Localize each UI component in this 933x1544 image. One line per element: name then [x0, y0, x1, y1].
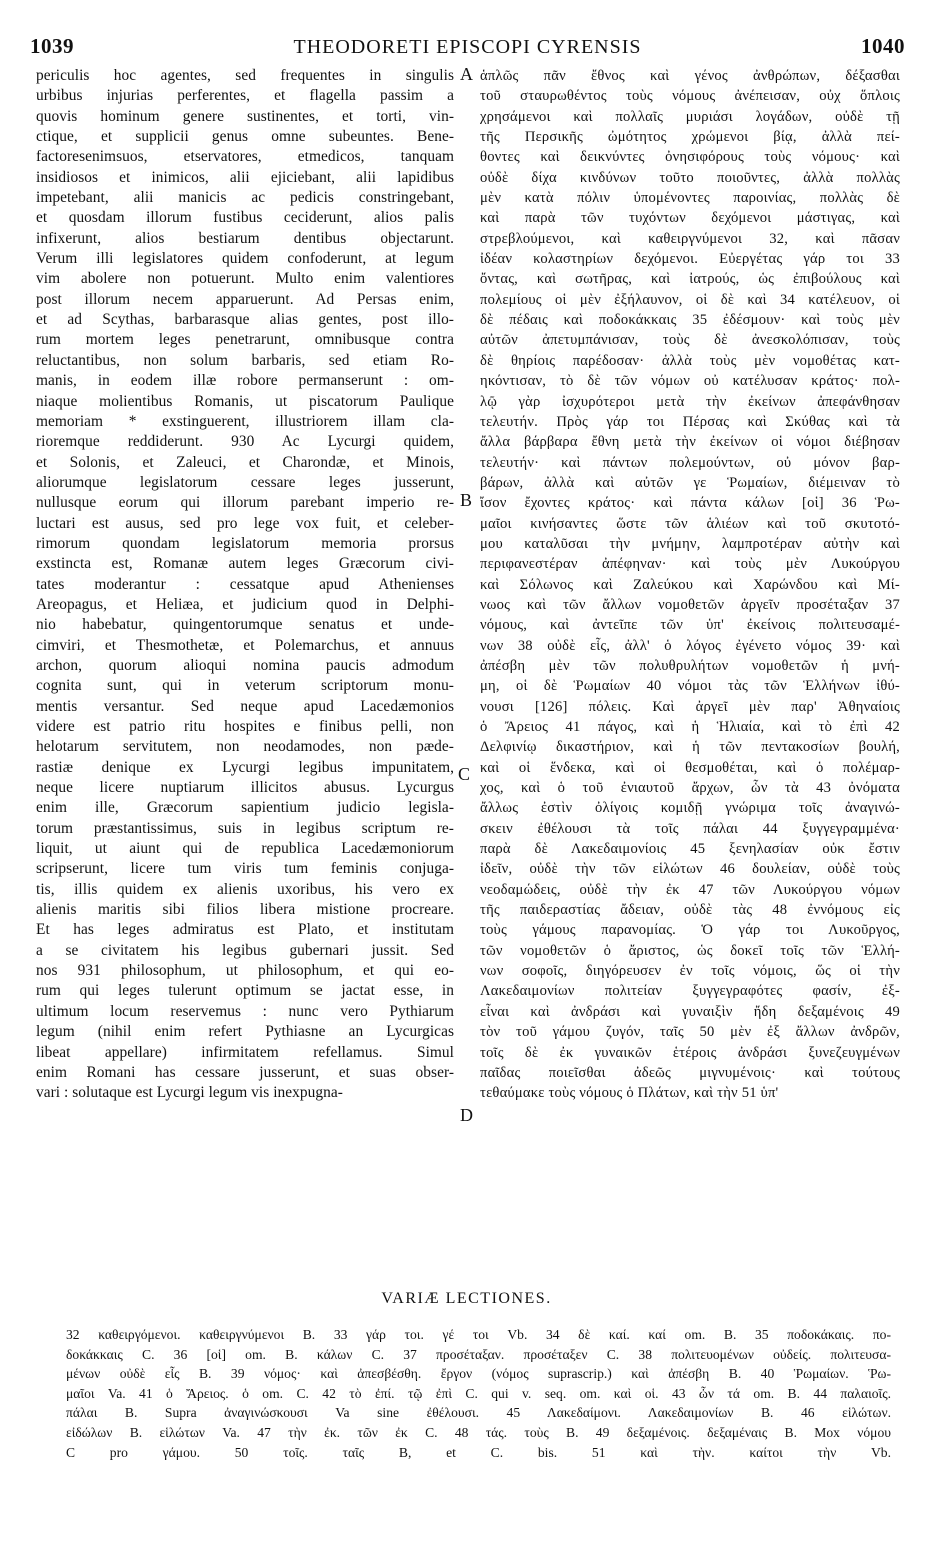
- greek-text-line: ἄλλα βάρβαρα ἔθνη μετὰ τὴν ἐκείνων οἱ νόμοι διέβησαν: [480, 434, 900, 451]
- latin-text-line: Areopagus, et Heliæa, et judicium quod in Delphi-: [36, 595, 454, 613]
- greek-text-line: μη, οἱ δὲ Ῥωμαίων 40 νόμοι τὰς τῶν Ἑλλήνων ἰθύ-: [480, 678, 900, 695]
- greek-text-line: τὸν τοῦ γάμου ζυγόν, ταῖς 50 μὲν ἐξ ἄλλων ἀνδρῶν,: [480, 1024, 900, 1041]
- greek-text-line: νεοδαμώδεις, οὐδὲ τὴν ἐκ 47 τῶν Λυκούργου νόμων: [480, 881, 900, 898]
- greek-text-line: νουσι [126] πόλεις. Καὶ ἀργεῖ μὲν παρ' Ἀθηναίοις: [480, 698, 900, 715]
- latin-text-line: rastiæ denique ex Lycurgi legibus impunitatem,: [36, 758, 454, 776]
- greek-text-line: νων σοφοῖς, διηγόρευσεν ἐν τοῖς νόμοις, ὥς οἱ τὴν: [480, 963, 900, 980]
- greek-text-line: ὁ Ἄρειος 41 πάγος, καὶ ἡ Ἡλιαία, καὶ τὸ ἐπὶ 42: [480, 719, 900, 735]
- running-header: [30, 34, 905, 62]
- greek-text-line: ἁπλῶς πᾶν ἔθνος καὶ γένος ἀνθρώπων, δέξασθαι: [480, 68, 900, 84]
- greek-text-line: ἴσον ἔχοντες κράτος· καὶ πάντα κάλων [οἱ] 36 Ῥω-: [480, 495, 900, 512]
- column-marker-a: A: [460, 64, 473, 84]
- latin-text-line: neque licere nuptiarum illicitos abusus. Lycurgus: [36, 779, 454, 797]
- greek-text-line: ἄλλως ἐστὶν ὀλίγοις κομιδῇ γνώριμα τοῖς ἀναγινώ-: [480, 800, 900, 817]
- variant-reading-line: πάλαι B. Supra ἀναγινώσκουσι Va sine ἐθέλουσι. 45 Λακεδαίμονι. Λακεδαιμονίων B. 46 εἱλώτων.: [66, 1405, 891, 1421]
- greek-text-line: τῆς παιδεραστίας ἄδειαν, οὐδὲ τὰς 48 ἐννόμους εἰς: [480, 902, 900, 919]
- latin-text-line: scripserunt, licere tum viris tum feminis conjuga-: [36, 860, 454, 878]
- greek-text-line: θοντες καὶ δεικνύντες ὀνησιφόρους τοὺς νόμους· καὶ: [480, 149, 900, 166]
- latin-text-line: alienis maritis sibi filios libera mistione procreare.: [36, 901, 454, 919]
- greek-text-line: ἀπέσβη μὲν τῶν πολυθρυλήτων νομοθετῶν ἡ μνή-: [480, 657, 900, 674]
- latin-text-line: helotarum servitutem, non neodamodes, non pæde-: [36, 738, 454, 756]
- latin-text-line: rimorum quondam legislatorum memoria prorsus: [36, 534, 454, 552]
- latin-text-line: ctique, et supplicii genus omne subeuntes. Bene-: [36, 128, 454, 146]
- latin-text-line: reluctantibus, non solum barbaris, sed etiam Ro-: [36, 351, 454, 369]
- greek-text-line: εἶναι καὶ ἀνδράσι καὶ γυναιξὶν ἤδη δεξαμένοις 49: [480, 1003, 900, 1020]
- greek-text-line: περιφανεστέραν ἀπέφηναν· καὶ τοὺς μὲν Λυκούργου: [480, 556, 900, 573]
- greek-text-line: αὐτῶν ἀπετυμπάνισαν, τοὺς δὲ ἀνεσκολόπισαν, τοὺς: [480, 332, 900, 349]
- variant-reading-line: 32 καθειργόμενοι. καθειργνύμενοι B. 33 γάρ τοι. γέ τοι Vb. 34 δὲ καί. καί om. B. 35 ποδοκάκαις. πο-: [66, 1327, 891, 1342]
- latin-text-line: libeat appellare) infirmitatem refellamus. Simul: [36, 1043, 454, 1061]
- right-page-number: 1040: [861, 34, 905, 58]
- latin-text-line: torum præstantissimus, suis in legibus scriptum re-: [36, 819, 454, 837]
- latin-text-line: rum qui leges tulerunt optimum se jactat esse, in: [36, 982, 454, 1000]
- latin-text-line: et ad Scythas, barbarasque alias gentes, post illo-: [36, 311, 454, 329]
- greek-text-line: τῶν νομοθετῶν ὁ ἄριστος, ὡς δοκεῖ τοῖς τῶν Ἑλλή-: [480, 942, 900, 959]
- left-page-number: 1039: [30, 34, 74, 58]
- latin-text-line: aliorumque legislatorum cessare leges jusserunt,: [36, 473, 454, 491]
- greek-text-line: τῆς Περσικῆς ὠμότητος χρώμενοι βίᾳ, ἀλλὰ πεί-: [480, 129, 900, 146]
- latin-text-line: tates moderantur : cessatque apud Athenienses: [36, 575, 454, 593]
- variant-reading-line: μένων οὐδὲ εἷς B. 39 νόμος· καὶ ἀπεσβέσθη. ἔργον (νόμος suprascrip.) καὶ ἀπέσβη B. 40 Ῥωμαίων. Ῥω-: [66, 1366, 891, 1382]
- latin-text-line: cimviri, et Thesmothetæ, et Polemarchus, et annuus: [36, 636, 454, 654]
- variant-reading-line: εἰδώλων B. εἱλώτων Va. 47 τὴν ἐκ. τῶν ἐκ C. 48 τάς. τοὺς B. 49 δεξαμένοις. δεξαμέναις B. Mox νόμου: [66, 1424, 891, 1440]
- latin-text-line: et Solonis, et Zaleuci, et Charondæ, et Minois,: [36, 453, 454, 471]
- latin-text-line: manis, in eodem illæ robore permanserunt : om-: [36, 372, 454, 390]
- greek-text-column: [480, 66, 900, 1104]
- greek-text-line: ἰδέαν κολαστηρίων δεχόμενοι. Εὐεργέτας γάρ τοι 33: [480, 251, 900, 268]
- greek-text-line: τελευτήν. Πρὸς γάρ τοι Πέρσας καὶ Σκύθας καὶ τὰ: [480, 413, 900, 430]
- latin-text-line: enim ille, Græcorum sapientium judicio legisla-: [36, 799, 454, 817]
- latin-text-line: vari : solutaque est Lycurgi legum vis inexpugna-: [36, 1084, 343, 1102]
- latin-text-line: luctari est ausus, sed pro lege vox fuit, et celeber-: [36, 514, 454, 532]
- greek-text-line: τελευτήν· καὶ πάντων πολεμούντων, οὐ μόνον βαρ-: [480, 454, 900, 471]
- variae-lectiones-title: VARIÆ LECTIONES.: [381, 1290, 552, 1307]
- greek-text-line: μου καταλῦσαι τὴν μνήμην, λαμπροτέραν αὐτὴν καὶ: [480, 535, 900, 552]
- greek-text-line: τοὺς γάμους παρανομίας. Ὁ γάρ τοι Λυκοῦργος,: [480, 922, 900, 939]
- greek-text-line: χρησάμενοι καὶ πολλαῖς μυριάσι λογάδων, οὐδὲ τῇ: [480, 108, 900, 125]
- latin-text-line: impetebant, alii manicis ac pedicis constringebant,: [36, 189, 454, 207]
- greek-text-line: στρεβλούμενοι, καὶ καθειργνύμενοι 32, καὶ πᾶσαν: [480, 230, 900, 247]
- greek-text-line: ἰδεῖν, οὐδὲ τὴν τῶν εἱλώτων 46 δουλείαν, οὐδὲ τοὺς: [480, 861, 900, 878]
- greek-text-line: καὶ οἱ ἕνδεκα, καὶ οἱ θεσμοθέται, καὶ ὁ πολέμαρ-: [480, 759, 900, 776]
- greek-text-line: ὄντας, καὶ σωτῆρας, καὶ ἰατρούς, ὡς ἐπιβούλους καὶ: [480, 271, 900, 288]
- latin-text-line: nos 931 philosophum, ut philosophum, et qui eo-: [36, 962, 454, 980]
- latin-text-line: insidiosos et inimicos, alii ejiciebant, alii lapidibus: [36, 168, 454, 186]
- greek-text-line: νωος καὶ τῶν ἄλλων νομοθετῶν ἀργεῖν προσέταξαν 37: [480, 596, 900, 613]
- latin-text-line: enim Romani has cessare jusserunt, et suas obser-: [36, 1063, 454, 1081]
- latin-text-line: infixerunt, alios bestiarum dentibus objectarunt.: [36, 229, 454, 247]
- running-title: THEODORETI EPISCOPI CYRENSIS: [293, 36, 642, 58]
- variant-reading-line: μαῖοι Va. 41 ὁ Ἄρειος. ὁ om. C. 42 τὸ ἐπί. τῷ ἐπὶ C. qui v. seq. om. καὶ οἱ. 43 ὧν τά om. B. 44 παλαιοῖς.: [66, 1385, 891, 1401]
- greek-text-line: λῷ γὰρ ἰσχυρότεροι μετὰ τὴν ἐκείνων ἀπεφάνθησαν: [480, 393, 900, 410]
- variant-reading-line: C pro γάμου. 50 τοῖς. ταῖς B, et C. bis. 51 καὶ τὴν. καίτοι τὴν Vb.: [66, 1444, 891, 1460]
- greek-text-line: μαῖοι κινήσαντες ὥστε τῶν ἁλιέων καὶ τοῦ σκυτοτό-: [480, 515, 900, 532]
- latin-text-line: liquit, ut aiunt qui de republica Lacedæmoniorum: [36, 840, 454, 858]
- latin-text-line: mentis versantur. Sed neque apud Lacedæmonios: [36, 697, 454, 715]
- greek-text-line: νων 38 οὐδὲ εἷς, ἀλλ' ὁ λόγος ἐγένετο νόμος 39· καὶ: [480, 637, 900, 654]
- latin-text-line: Et has leges admiratus est Plato, et institutam: [36, 921, 454, 939]
- variae-lectiones-notes: [66, 1325, 891, 1462]
- latin-text-line: vim abolere non potuerunt. Multo enim valentiores: [36, 270, 454, 288]
- latin-text-line: a se civitatem his legibus gubernari jussit. Sed: [36, 941, 454, 959]
- greek-text-line: ηκόντισαν, τὸ δὲ τῶν νόμων οὐ κατέλυσαν κράτος· πολ-: [480, 373, 900, 390]
- latin-text-column: [36, 66, 454, 1104]
- greek-text-line: χος, καὶ ὁ τοῦ ἐνιαυτοῦ ἄρχων, ὧν τὰ 43 ὀνόματα: [480, 780, 900, 797]
- greek-text-line: καὶ παρὰ τῶν τυχόντων δεχόμενοι μάστιγας, καὶ: [480, 210, 900, 227]
- greek-text-line: μὲν κατὰ πόλιν ὑπομένοντες παροινίας, πολλὰς δὲ: [480, 190, 900, 207]
- greek-text-line: σκειν ἐθέλουσι τὰ τοῖς πάλαι 44 ξυγγεγραμμένα·: [480, 820, 900, 837]
- latin-text-line: rum mortem leges penetrarunt, omnibusque contra: [36, 331, 454, 349]
- latin-text-line: nio habebatur, quingentorumque senatus et unde-: [36, 616, 454, 634]
- greek-text-line: Δελφινίῳ δικαστήριον, καὶ ἡ τῶν πεντακοσίων βουλή,: [480, 739, 900, 756]
- latin-text-line: legum (nihil enim refert Pythiasne an Lycurgicas: [36, 1023, 454, 1041]
- latin-text-line: ultimum locum reservemus : nunc vero Pythiarum: [36, 1002, 454, 1020]
- latin-text-line: periculis hoc agentes, sed frequentes in singulis: [36, 67, 454, 84]
- greek-text-line: καὶ Σόλωνος καὶ Ζαλεύκου καὶ Χαρώνδου καὶ Μί-: [480, 576, 900, 593]
- greek-text-line: οὐδὲ δίχα κινδύνων τοῦτο ποιοῦντες, ἀλλὰ πολλὰς: [480, 169, 900, 186]
- latin-text-line: archon, quorum alioqui nomina paucis admodum: [36, 656, 454, 674]
- latin-text-line: nullusque eorum qui illorum parebant imperio re-: [36, 494, 454, 512]
- greek-text-line: πολεμίους οἱ μὲν ἐξήλαυνον, οἱ δὲ καὶ 34 κατέλευον, οἱ: [480, 291, 900, 308]
- latin-text-line: Verum illi legislatores quidem confoderunt, at legum: [36, 250, 454, 268]
- latin-text-line: exstincta est, Romanæ autem leges Græcorum civi-: [36, 555, 454, 573]
- greek-text-line: νόμους, καὶ ἀντεῖπε τῶν ὑπ' ἐκείνοις πολιτευσαμέ-: [480, 617, 900, 634]
- column-marker-c: C: [458, 764, 471, 784]
- latin-text-line: factoresenimsuos, etservatores, etmedicos, tanquam: [36, 148, 454, 166]
- column-marker-d: D: [460, 1105, 473, 1125]
- latin-text-line: memoriam * exstinguerent, illustriorem illam cla-: [36, 412, 454, 430]
- latin-text-line: tis, illis quidem ex alienis uxoribus, his vero ex: [36, 880, 454, 898]
- greek-text-line: δὲ θηρίοις παρέδοσαν· ἀλλὰ τοὺς μὲν νομοθέτας κατ-: [480, 352, 900, 369]
- latin-text-line: post illorum necem apparuerunt. Ad Persas enim,: [36, 290, 454, 308]
- greek-text-line: τοῦ σταυρωθέντος τοὺς νόμους ἀνέπεισαν, οὐχ ὅπλοις: [480, 88, 900, 105]
- greek-text-line: παῖδας ποιεῖσθαι ἀδεῶς μιγνυμένοις· καὶ τούτους: [480, 1064, 900, 1081]
- latin-text-line: urbibus injurias perferentes, et flagella passim a: [36, 87, 454, 105]
- greek-text-line: δὲ πέδαις καὶ ποδοκάκκαις 35 ἐδέσμουν· καὶ τοὺς μὲν: [480, 312, 900, 329]
- latin-text-line: quovis hominum genere sustinentes, et torti, vin-: [36, 107, 454, 125]
- latin-text-line: niaque molientibus Romanis, ut piscatorum Paulique: [36, 392, 454, 410]
- latin-text-line: et quosdam illorum fustibus ceciderunt, alios palis: [36, 209, 454, 227]
- variant-reading-line: δοκάκκαις C. 36 [οἱ] om. B. κάλων C. 37 προσέταξαν. προσέταξεν C. 38 πολιτευομένων οὐδείς. πολιτευσα-: [66, 1346, 891, 1362]
- column-marker-b: B: [460, 490, 473, 510]
- greek-text-line: τεθαύμακε τοὺς νόμους ὁ Πλάτων, καὶ τὴν 51 ὑπ': [480, 1085, 779, 1102]
- greek-text-line: παρὰ δὲ Λακεδαιμονίοις 45 ξενηλασίαν οὐκ ἔστιν: [480, 841, 900, 858]
- greek-text-line: βάρων, ἀλλὰ καὶ αὐτῶν γε Ῥωμαίων, διέμειναν τὸ: [480, 474, 900, 491]
- greek-text-line: τοῖς δὲ ἐκ γυναικῶν ἑτέροις ἀνδράσι ξυνεζευγμένων: [480, 1044, 900, 1061]
- greek-text-line: Λακεδαιμονίων πολιτείαν ξυγγεγραφότες φασίν, ἐξ-: [480, 983, 900, 1000]
- latin-text-line: rioremque reddiderunt. 930 Ac Lycurgi quidem,: [36, 433, 454, 451]
- latin-text-line: videre est patrio ritu hospites e finibus pelli, non: [36, 718, 454, 735]
- latin-text-line: cognita sunt, qui in veterum scriptorum monu-: [36, 677, 454, 695]
